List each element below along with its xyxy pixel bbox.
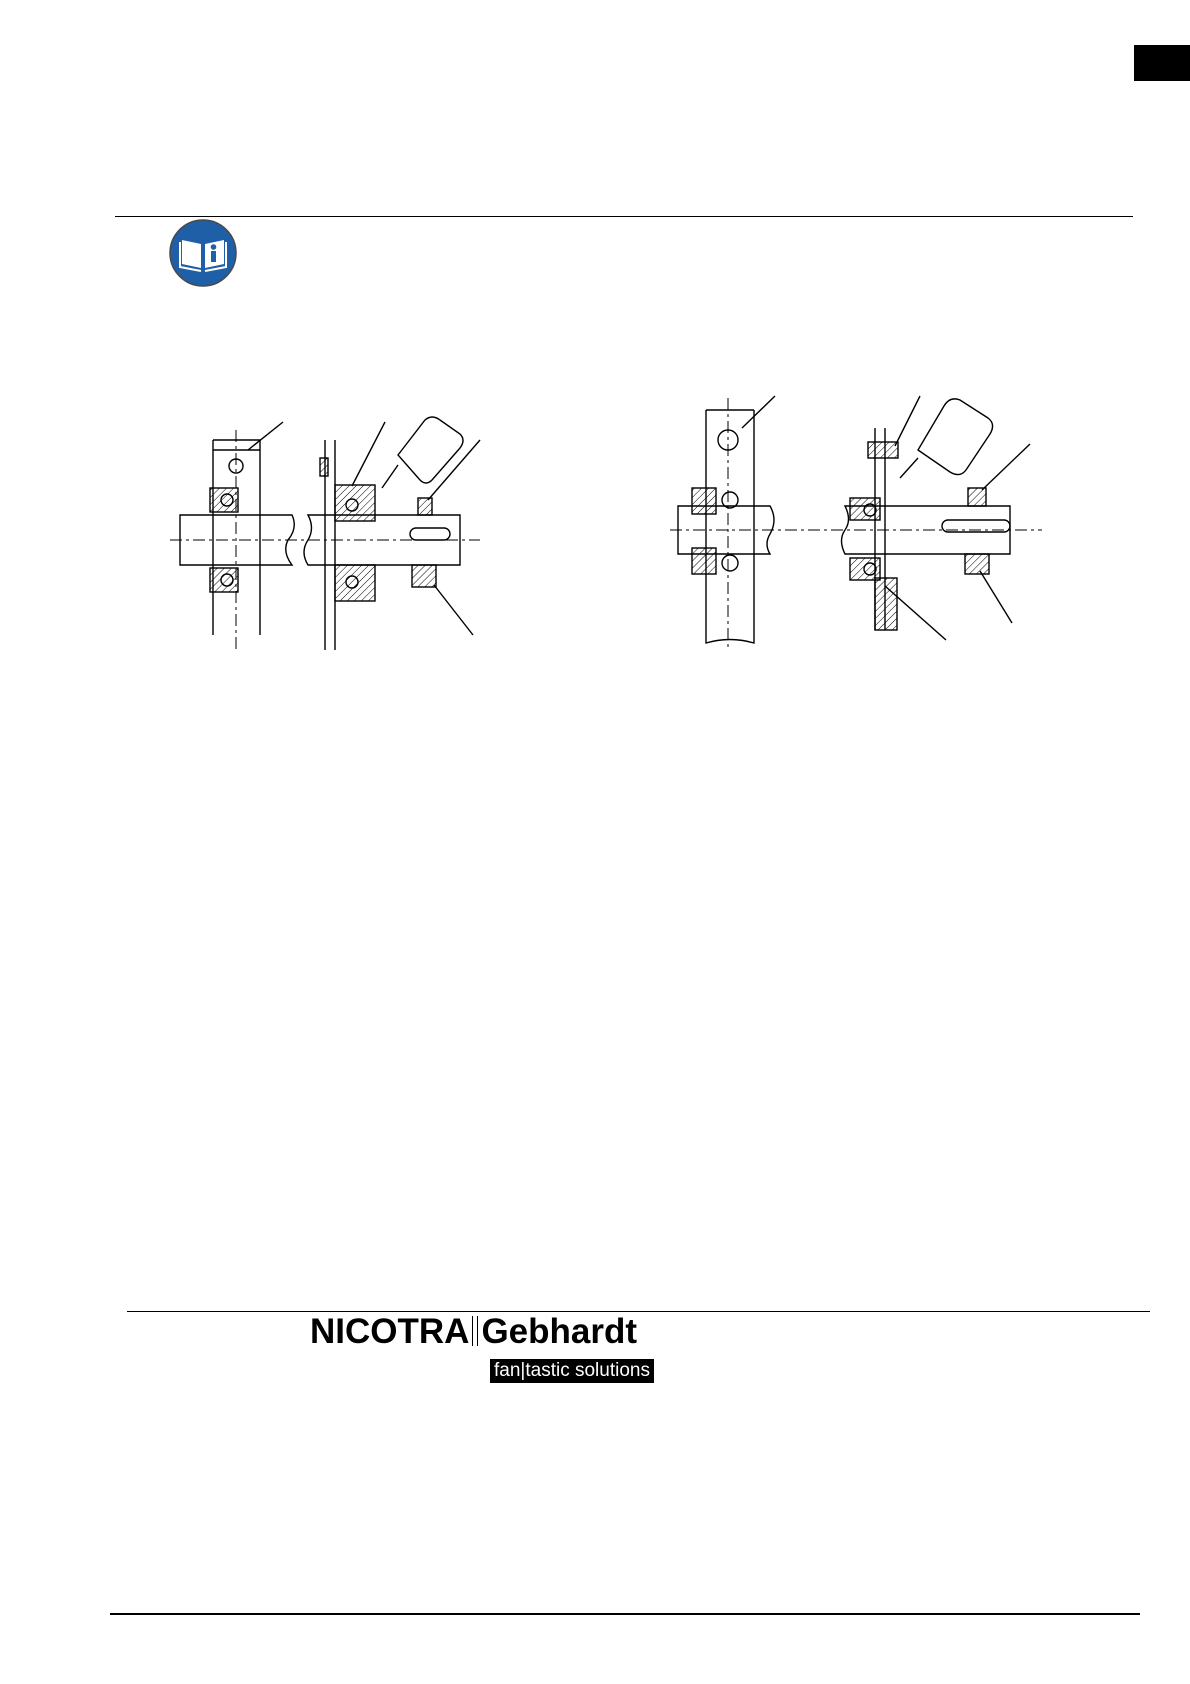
brand-tagline: fan|tastic solutions [490, 1359, 654, 1383]
brand-left: NICOTRA [310, 1312, 470, 1351]
brand-right: Gebhardt [481, 1312, 638, 1351]
bearing-lubrication-drawing-b [670, 378, 1070, 660]
manual-info-icon [168, 218, 238, 288]
language-tab [1134, 45, 1190, 81]
bearing-lubrication-drawing-a [170, 410, 530, 660]
brand-wordmark [310, 1313, 637, 1351]
page-bottom-divider [110, 1613, 1140, 1615]
header-divider [115, 216, 1133, 217]
brand-separator [472, 1316, 478, 1346]
brand-logo [310, 1313, 670, 1393]
footer-divider [127, 1311, 1150, 1312]
